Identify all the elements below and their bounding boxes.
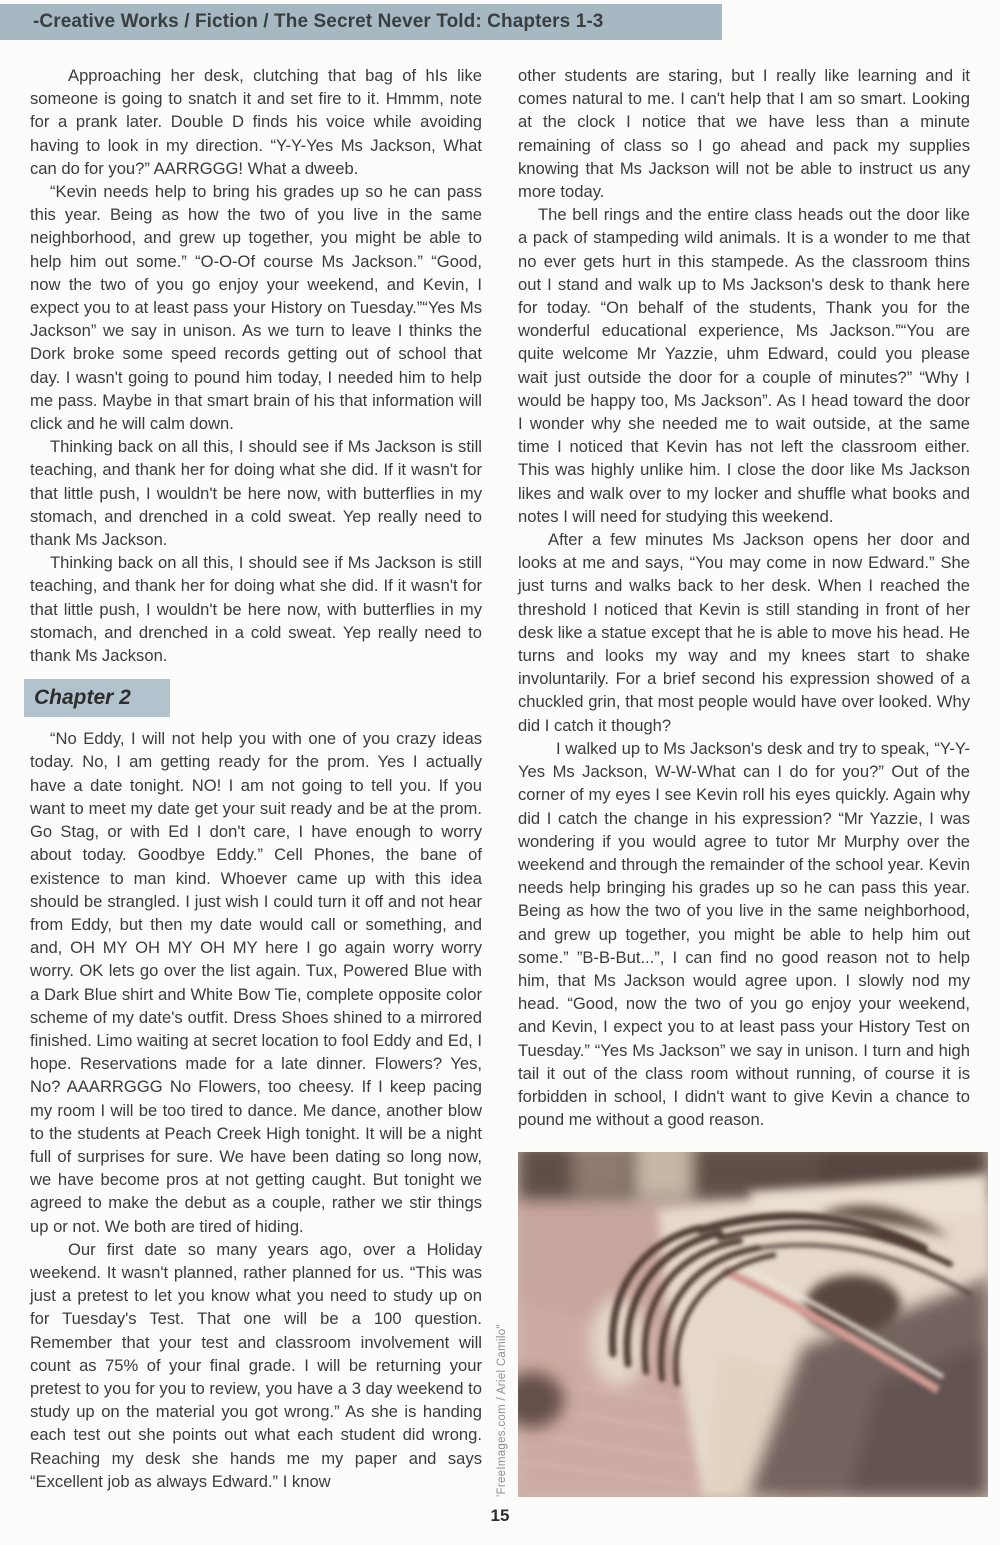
story-paragraph: “No Eddy, I will not help you with one of you crazy ideas today. No, I am getting ready for the prom. Yes I actually have a date tonight. NO! I am not going to tell you. If you want to meet my date get your suit ready and be at the prom. Go Stag, or with Ed I don't care, I have enough to worry about today. Goodbye Eddy.” Cell Phones, the bane of existence to man kind. Whoever came up with this idea should be strangled. I just wish I could turn it off and not hear from Eddy, but then my date would call or something, and and, OH MY OH MY OH MY here I go again worry worry worry. OK lets go over the list again. Tux, Powered Blue with a Dark Blue shirt and White Bow Tie, complete opposite color scheme of my date's outfit. Dress Shoes shined to a mirrored finished. Limo waiting at secret location to fool Eddy and Ed, I hope. Reservations made for a late dinner. Flowers? Yes, No? AAARRGGG No Flowers, too cheesy. If I keep pacing my room I will be too tired to dance. Me dance, another blow to the students at Peach Creek High tonight. It will be a night full of surprises for sure. We have been dating so long now, we have become pros at not getting caught. But tonight we agreed to make the debut as a couple, rather we stir things up or not. We both are tired of hiding. xyxy=(30,729,482,1236)
story-paragraph: Thinking back on all this, I should see if Ms Jackson is still teaching, and thank her for doing what she did. If it wasn't for that little push, I wouldn't be here now, with butterflies in my stomach, and drenched in a cold sweat. Yep really need to thank Ms Jackson. xyxy=(30,553,482,666)
story-paragraph: The bell rings and the entire class heads out the door like a pack of stampeding wild animals. It is a wonder to me that no ever gets hurt in this stampede. As the classroom thins out I stand and walk up to Ms Jackson's desk to thank here for today. “On behalf of the students, Thank you for the wonderful educational experience, Ms Jackson.”“You are quite welcome Mr Yazzie, uhm Edward, could you please wait just outside the door for a couple of minutes?” “Why I would be happy too, Ms Jackson”. As I head toward the door I wonder why she needed me to wait outside, at the same time I noticed that Kevin has not left the classroom either. This was highly unlike him. I close the door like Ms Jackson likes and walk over to my locker and shuffle what books and notes I will need for studying this weekend. xyxy=(518,205,970,526)
photo-credit: 'FreeImages.com / Ariel Camilo" xyxy=(496,1324,508,1497)
story-paragraph: “Kevin needs help to bring his grades up so he can pass this year. Being as how the two of you live in the same neighborhood, and grew up together, you might be able to help him out some.” “O-O-Of course Ms Jackson.” “Good, now the two of you go enjoy your weekend, and Kevin, I expect you to at least pass your History on Tuesday.”“Yes Ms Jackson” we say in unison. As we turn to leave I thinks the Dork broke some speed records getting out of school that day. I wasn't going to pound him today, I needed him to help me pass. Maybe in that smart brain of his that information will click and he will calm down. xyxy=(30,182,482,434)
notebook-photo xyxy=(518,1152,988,1497)
story-paragraph: I walked up to Ms Jackson's desk and try to speak, “Y-Y-Yes Ms Jackson, W-W-What can I do for you?” Out of the corner of my eyes I see Kevin roll his eyes quickly. Again why did I catch the change in his expression? “Mr Yazzie, I was wondering if you would agree to tutor Mr Murphy over the weekend and through the remainder of the school year. Kevin needs help bringing his grades up so he can pass this year. Being as how the two of you live in the same neighborhood, and grew up together, you might be able to help him out some.” ”B-B-But...”, I can find no good reason not to help him, that Ms Jackson would agree upon. I slowly nod my head. “Good, now the two of you go enjoy your weekend, and Kevin, I expect you to at least pass your History Test on Tuesday.” “Yes Ms Jackson” we say in unison. I turn and high tail it out of the class room without running, of course it is forbidden in school, I didn't want to give Kevin a chance to pound me without a good reason. xyxy=(518,738,971,1130)
story-paragraph: After a few minutes Ms Jackson opens her door and looks at me and says, “You may come in now Edward.” She just turns and walks back to her desk. When I reached the threshold I noticed that Kevin is still standing in front of her desk like a statue except that he is able to move his head. He turns and looks my way and my knees start to shake involuntarily. For a brief second his expression showed of a chuckled grin, that most people would have over looked. Why did I catch it though? xyxy=(518,530,970,735)
story-paragraph: Approaching her desk, clutching that bag of hIs like someone is going to snatch it and set fire to it. Hmmm, note for a prank later. Double D finds his voice while avoiding having to look in my direction. “Y-Y-Yes Ms Jackson, What can do for you?” AARRGGG! What a dweeb. xyxy=(30,66,482,178)
chapter-heading: Chapter 2 xyxy=(34,686,131,710)
story-paragraph: Thinking back on all this, I should see if Ms Jackson is still teaching, and thank her for doing what she did. If it wasn't for that little push, I wouldn't be here now, with butterflies in my stomach, and drenched in a cold sweat. Yep really need to thank Ms Jackson. xyxy=(30,437,482,550)
breadcrumb: -Creative Works / Fiction / The Secret Never Told: Chapters 1-3 xyxy=(33,11,604,32)
notebook-photo-illustration xyxy=(518,1152,988,1497)
chapter-heading-box xyxy=(24,679,170,717)
story-paragraph: other students are staring, but I really like learning and it comes natural to me. I can't help that I am so smart. Looking at the clock I notice that we have less than a minute remaining of class so I go ahead and pack my supplies knowing that Ms Jackson will not be able to instruct us any more today. xyxy=(518,66,970,202)
story-paragraph: Our first date so many years ago, over a Holiday weekend. It wasn't planned, rather planned for us. “This was just a pretest to let you know what you need to study up on for Tuesday's Test. That one will be a 100 question. Remember that your test and classroom involvement will count as 75% of your final grade. I will be returning your pretest to you for you to review, you have a 3 day weekend to study up on the material you got wrong.” As she is handing each test out she points out what each student did wrong. Reaching my desk she hands me my paper and says “Excellent job as always Edward.” I know xyxy=(30,1239,482,1491)
page-number: 15 xyxy=(490,1506,510,1525)
right-text-column xyxy=(518,64,970,1131)
breadcrumb-bar xyxy=(0,4,722,40)
left-text-column xyxy=(30,64,482,1493)
